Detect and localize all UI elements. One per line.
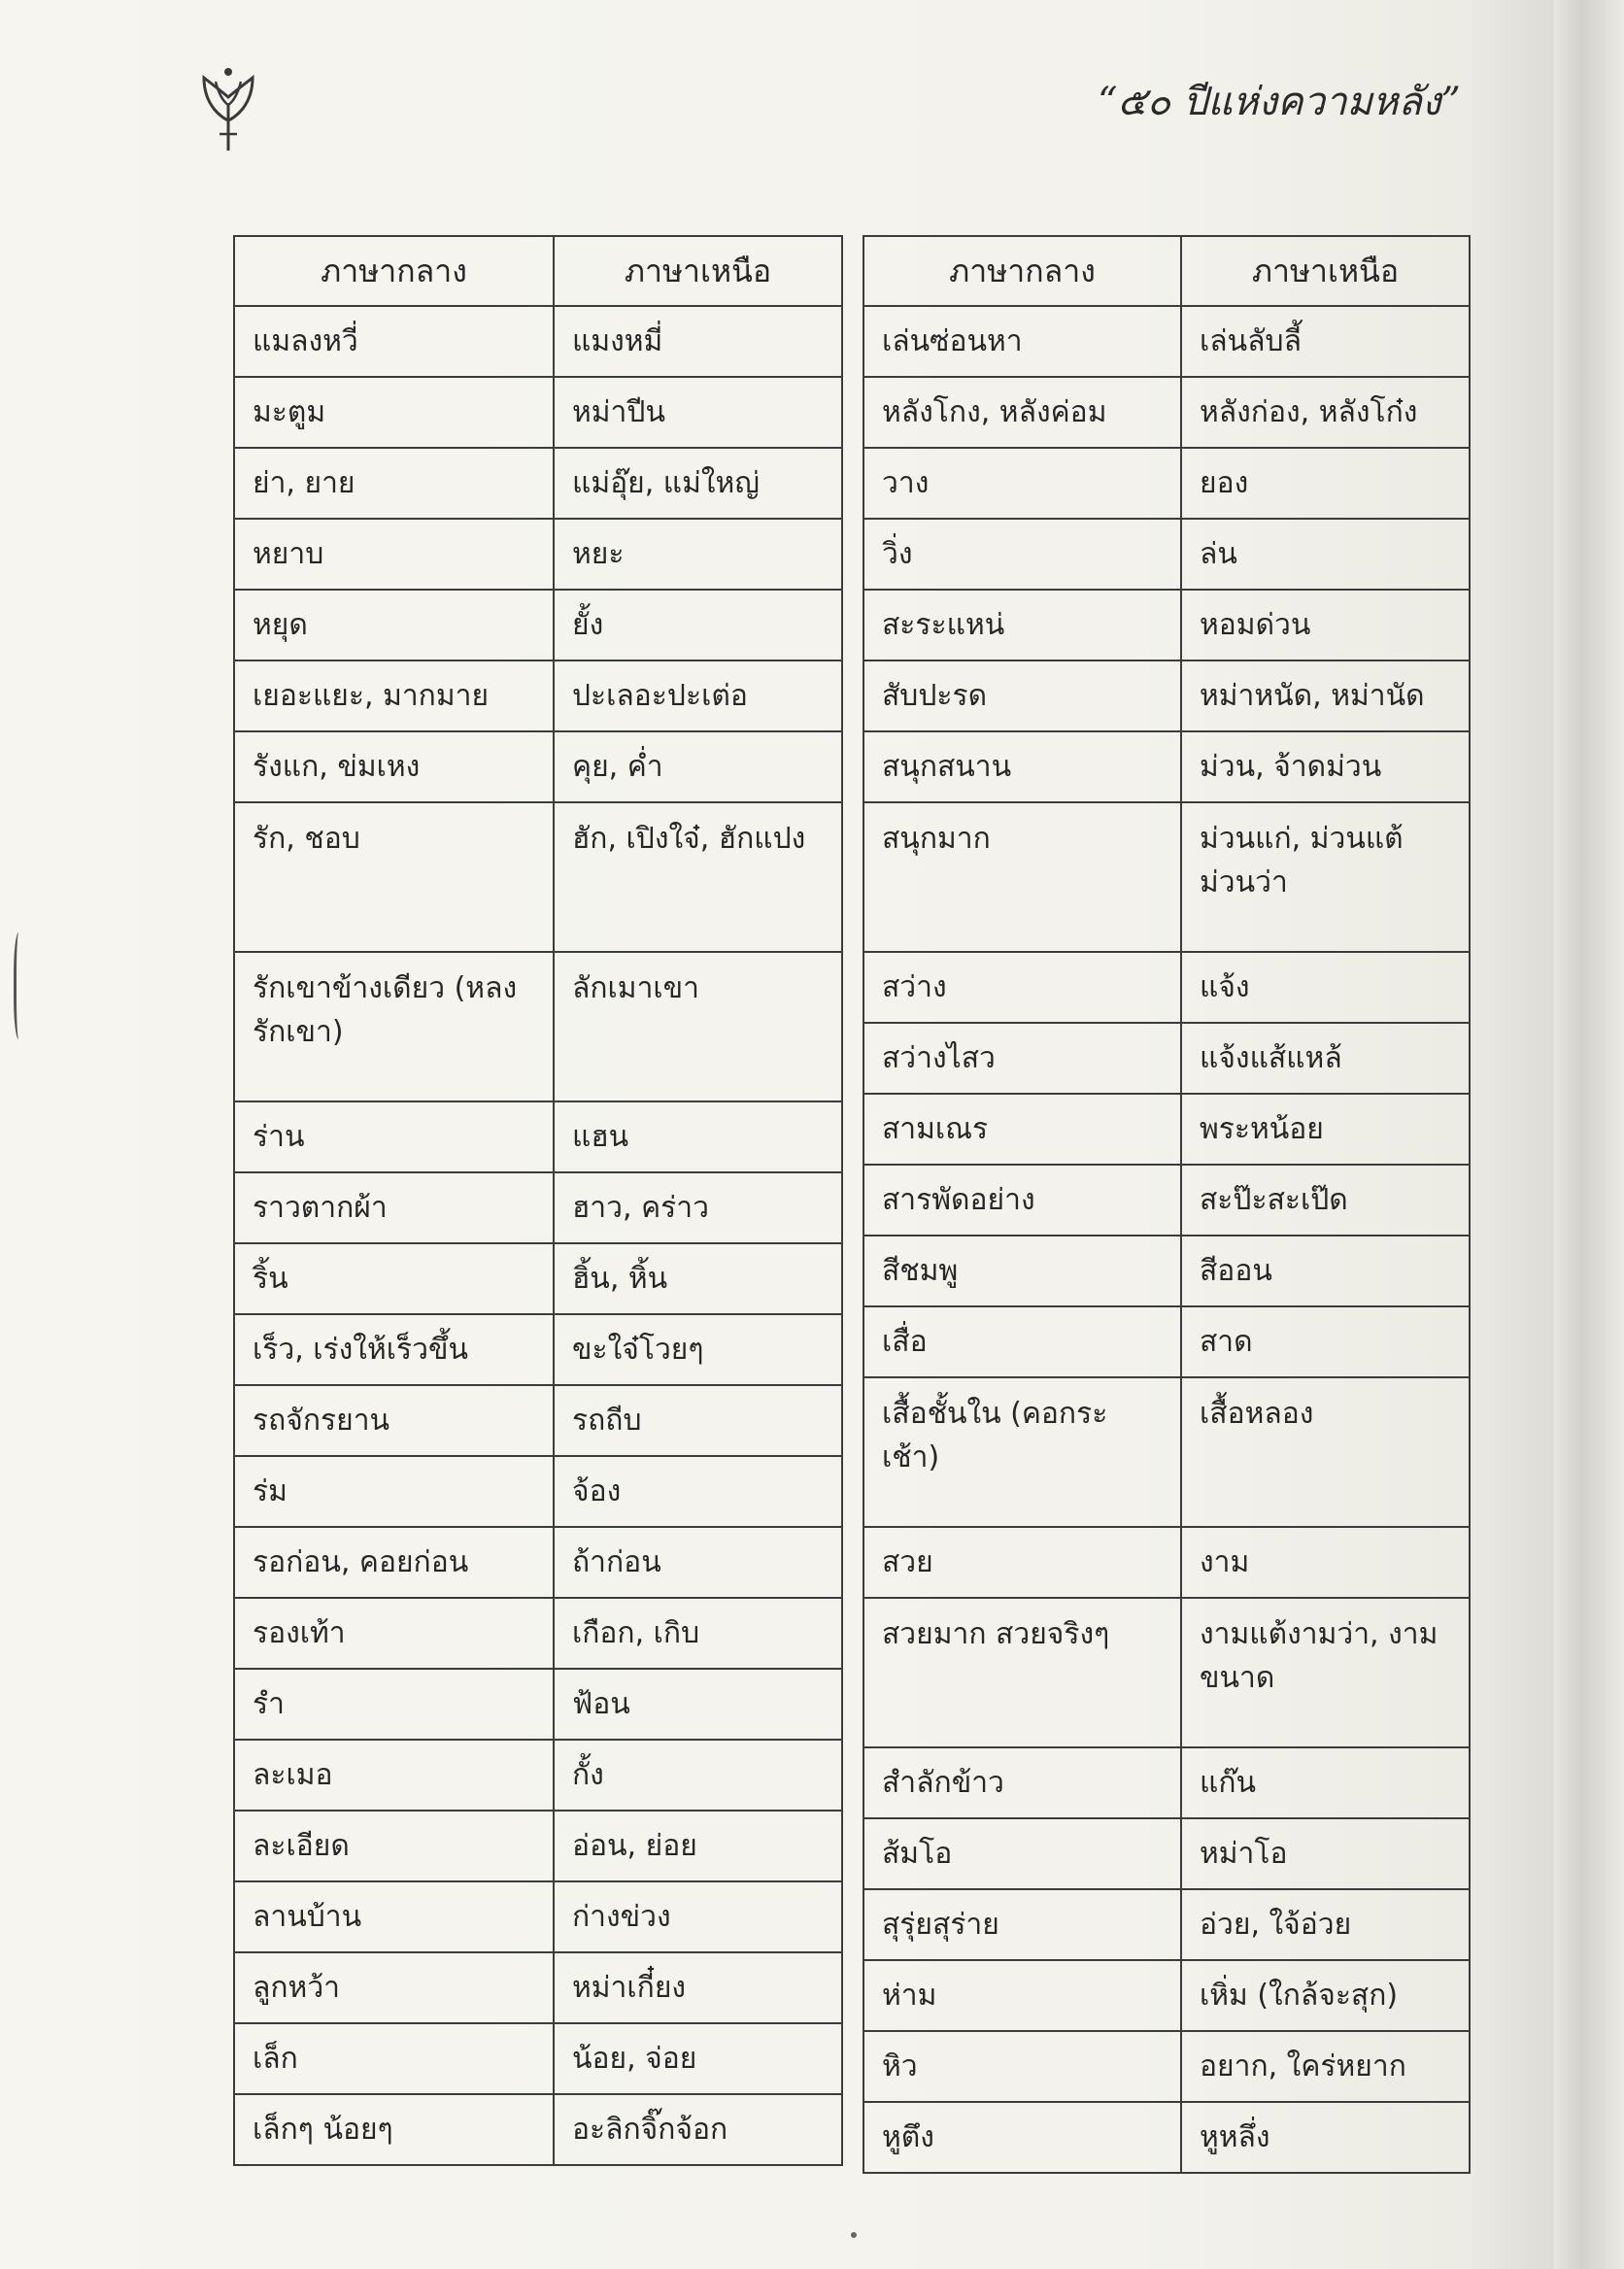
central-thai-term: รอก่อน, คอยก่อน	[234, 1527, 554, 1598]
table-row	[234, 1314, 842, 1385]
table-row	[863, 1094, 1470, 1165]
table-header-row	[863, 236, 1470, 306]
northern-thai-term: แจ้ง	[1181, 952, 1470, 1023]
central-thai-term: เล่นซ่อนหา	[863, 306, 1181, 377]
column-header-central: ภาษากลาง	[234, 236, 554, 306]
northern-thai-term: สะป๊ะสะเป๊ด	[1181, 1165, 1470, 1236]
table-row	[234, 2023, 842, 2094]
northern-thai-term: หม่าปีน	[554, 377, 842, 448]
central-thai-term: ลูกหว้า	[234, 1952, 554, 2023]
northern-thai-term: อะลิกจิ๊กจ้อก	[554, 2094, 842, 2165]
central-thai-term: เล็ก	[234, 2023, 554, 2094]
northern-thai-term: ฟ้อน	[554, 1669, 842, 1740]
northern-thai-term: แมงหมี่	[554, 306, 842, 377]
table-row	[863, 1165, 1470, 1236]
central-thai-term: ลานบ้าน	[234, 1881, 554, 1952]
table-row	[234, 1811, 842, 1881]
central-thai-term: สีชมพู	[863, 1236, 1181, 1306]
northern-thai-term: ยอง	[1181, 448, 1470, 519]
northern-thai-term: ถ้าก่อน	[554, 1527, 842, 1598]
northern-thai-term: แฮน	[554, 1101, 842, 1172]
table-row	[863, 377, 1470, 448]
central-thai-term: รัก, ชอบ	[234, 802, 554, 952]
table-row	[863, 1889, 1470, 1960]
table-row	[863, 1527, 1470, 1598]
footer-mark	[851, 2232, 857, 2238]
table-row	[863, 1306, 1470, 1377]
central-thai-term: มะตูม	[234, 377, 554, 448]
northern-thai-term: ขะใจ๋โวยๆ	[554, 1314, 842, 1385]
northern-thai-term: งามแต้งามว่า, งามขนาด	[1181, 1598, 1470, 1747]
central-thai-term: วิ่ง	[863, 519, 1181, 590]
central-thai-term: แมลงหวี่	[234, 306, 554, 377]
running-header-title: “๕๐ ปีแห่งความหลัง”	[1098, 80, 1461, 124]
northern-thai-term: รถถีบ	[554, 1385, 842, 1456]
northern-thai-term: ฮิ้น, หิ้น	[554, 1243, 842, 1314]
central-thai-term: สว่างไสว	[863, 1023, 1181, 1094]
northern-thai-term: คุย, ค่ำ	[554, 731, 842, 802]
table-row	[234, 377, 842, 448]
northern-thai-term: แม่อุ๊ย, แม่ใหญ่	[554, 448, 842, 519]
table-row	[234, 952, 842, 1101]
table-row	[863, 2031, 1470, 2102]
northern-thai-term: หยะ	[554, 519, 842, 590]
northern-thai-term: สาด	[1181, 1306, 1470, 1377]
northern-thai-term: หลังก่อง, หลังโก๋ง	[1181, 377, 1470, 448]
northern-thai-term: น้อย, จ่อย	[554, 2023, 842, 2094]
table-row	[863, 731, 1470, 802]
table-row	[234, 1669, 842, 1740]
table-body-left	[234, 306, 842, 2165]
northern-thai-term: แจ้งแส้แหล้	[1181, 1023, 1470, 1094]
table-row	[863, 1377, 1470, 1527]
table-row	[863, 1818, 1470, 1889]
central-thai-term: ย่า, ยาย	[234, 448, 554, 519]
central-thai-term: สารพัดอย่าง	[863, 1165, 1181, 1236]
central-thai-term: สวย	[863, 1527, 1181, 1598]
table-header-row	[234, 236, 842, 306]
northern-thai-term: อ่วย, ใจ้อ่วย	[1181, 1889, 1470, 1960]
table-row	[863, 660, 1470, 731]
column-header-central: ภาษากลาง	[863, 236, 1181, 306]
northern-thai-term: หูหลึ่ง	[1181, 2102, 1470, 2173]
northern-thai-term: เหิ่ม (ใกล้จะสุก)	[1181, 1960, 1470, 2031]
vocabulary-table-left	[233, 235, 843, 2166]
table-row	[863, 1960, 1470, 2031]
table-row	[234, 1243, 842, 1314]
table-row	[234, 519, 842, 590]
central-thai-term: หูตึง	[863, 2102, 1181, 2173]
central-thai-term: สะระแหน่	[863, 590, 1181, 660]
central-thai-term: สวยมาก สวยจริงๆ	[863, 1598, 1181, 1747]
central-thai-term: ส้มโอ	[863, 1818, 1181, 1889]
central-thai-term: หิว	[863, 2031, 1181, 2102]
table-row	[234, 448, 842, 519]
northern-thai-term: หม่าเกี๋ยง	[554, 1952, 842, 2023]
northern-thai-term: เล่นลับลี้	[1181, 306, 1470, 377]
table-row	[234, 590, 842, 660]
table-row	[863, 1023, 1470, 1094]
table-row	[234, 2094, 842, 2165]
table-row	[234, 1456, 842, 1527]
northern-thai-term: เสื้อหลอง	[1181, 1377, 1470, 1527]
central-thai-term: ห่าม	[863, 1960, 1181, 2031]
northern-thai-term: ม่วน, จ้าดม่วน	[1181, 731, 1470, 802]
central-thai-term: เสื่อ	[863, 1306, 1181, 1377]
central-thai-term: สุรุ่ยสุร่าย	[863, 1889, 1181, 1960]
northern-thai-term: ฮาว, คร่าว	[554, 1172, 842, 1243]
central-thai-term: ราวตากผ้า	[234, 1172, 554, 1243]
central-thai-term: ริ้น	[234, 1243, 554, 1314]
central-thai-term: เล็กๆ น้อยๆ	[234, 2094, 554, 2165]
table-row	[234, 1598, 842, 1669]
northern-thai-term: แก๊น	[1181, 1747, 1470, 1818]
central-thai-term: รถจักรยาน	[234, 1385, 554, 1456]
northern-thai-term: ปะเลอะปะเต่อ	[554, 660, 842, 731]
northern-thai-term: ฮัก, เปิงใจ๋, ฮักแปง	[554, 802, 842, 952]
table-row	[863, 306, 1470, 377]
northern-thai-term: สีออน	[1181, 1236, 1470, 1306]
lotus-emblem-icon	[194, 58, 262, 155]
central-thai-term: วาง	[863, 448, 1181, 519]
northern-thai-term: หม่าโอ	[1181, 1818, 1470, 1889]
northern-thai-term: ก่างข่วง	[554, 1881, 842, 1952]
central-thai-term: รำ	[234, 1669, 554, 1740]
central-thai-term: รองเท้า	[234, 1598, 554, 1669]
table-row	[234, 802, 842, 952]
central-thai-term: ละเมอ	[234, 1740, 554, 1811]
central-thai-term: ร่ม	[234, 1456, 554, 1527]
central-thai-term: รังแก, ข่มเหง	[234, 731, 554, 802]
column-header-northern: ภาษาเหนือ	[554, 236, 842, 306]
column-header-northern: ภาษาเหนือ	[1181, 236, 1470, 306]
northern-thai-term: พระหน้อย	[1181, 1094, 1470, 1165]
table-row	[234, 1172, 842, 1243]
central-thai-term: ละเอียด	[234, 1811, 554, 1881]
table-row	[863, 952, 1470, 1023]
northern-thai-term: กั้ง	[554, 1740, 842, 1811]
central-thai-term: สนุกสนาน	[863, 731, 1181, 802]
northern-thai-term: ยั้ง	[554, 590, 842, 660]
table-row	[234, 660, 842, 731]
table-row	[863, 802, 1470, 952]
table-row	[234, 731, 842, 802]
central-thai-term: สำลักข้าว	[863, 1747, 1181, 1818]
northern-thai-term: หอมด่วน	[1181, 590, 1470, 660]
table-row	[863, 1236, 1470, 1306]
northern-thai-term: หม่าหนัด, หม่านัด	[1181, 660, 1470, 731]
central-thai-term: หยุด	[234, 590, 554, 660]
northern-thai-term: ม่วนแก่, ม่วนแต้ม่วนว่า	[1181, 802, 1470, 952]
table-row	[863, 519, 1470, 590]
table-row	[234, 1101, 842, 1172]
northern-thai-term: ล่น	[1181, 519, 1470, 590]
table-row	[863, 1598, 1470, 1747]
table-row	[863, 2102, 1470, 2173]
central-thai-term: สว่าง	[863, 952, 1181, 1023]
central-thai-term: เยอะแยะ, มากมาย	[234, 660, 554, 731]
central-thai-term: เสื้อชั้นใน (คอกระเช้า)	[863, 1377, 1181, 1527]
central-thai-term: เร็ว, เร่งให้เร็วขึ้น	[234, 1314, 554, 1385]
margin-mark	[14, 932, 26, 1039]
central-thai-term: ร่าน	[234, 1101, 554, 1172]
northern-thai-term: งาม	[1181, 1527, 1470, 1598]
central-thai-term: รักเขาข้างเดียว (หลงรักเขา)	[234, 952, 554, 1101]
table-row	[234, 1740, 842, 1811]
table-row	[234, 1881, 842, 1952]
northern-thai-term: จ้อง	[554, 1456, 842, 1527]
northern-thai-term: เกือก, เกิบ	[554, 1598, 842, 1669]
page-edge-shadow	[1554, 0, 1624, 2269]
central-thai-term: สนุกมาก	[863, 802, 1181, 952]
central-thai-term: สามเณร	[863, 1094, 1181, 1165]
table-body-right	[863, 306, 1470, 2173]
vocabulary-table-right	[863, 235, 1471, 2174]
northern-thai-term: ลักเมาเขา	[554, 952, 842, 1101]
northern-thai-term: อ่อน, ย่อย	[554, 1811, 842, 1881]
table-row	[234, 1952, 842, 2023]
table-row	[234, 306, 842, 377]
table-row	[234, 1527, 842, 1598]
table-row	[863, 590, 1470, 660]
table-row	[863, 1747, 1470, 1818]
northern-thai-term: อยาก, ใคร่หยาก	[1181, 2031, 1470, 2102]
central-thai-term: หลังโกง, หลังค่อม	[863, 377, 1181, 448]
central-thai-term: สับปะรด	[863, 660, 1181, 731]
table-row	[234, 1385, 842, 1456]
table-row	[863, 448, 1470, 519]
central-thai-term: หยาบ	[234, 519, 554, 590]
